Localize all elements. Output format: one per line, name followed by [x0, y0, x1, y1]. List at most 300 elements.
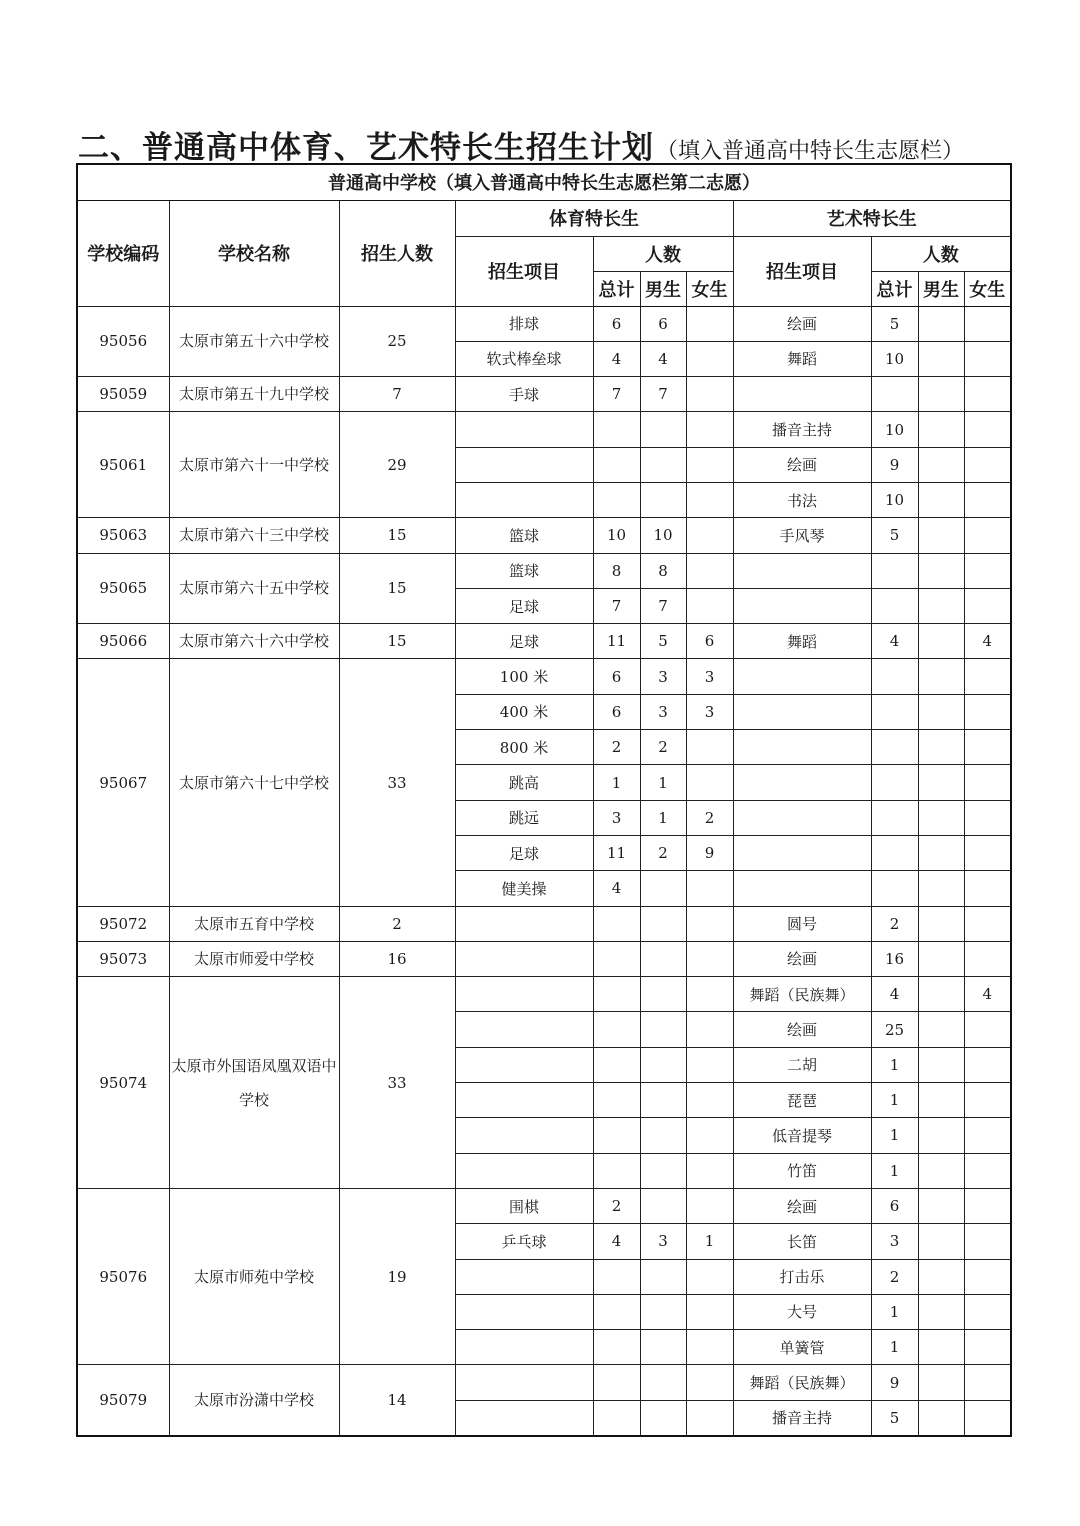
sports-male-cell	[640, 1047, 686, 1082]
table-row	[77, 1188, 1011, 1223]
sports-male-cell: 8	[640, 553, 686, 588]
sports-total-cell	[593, 1259, 640, 1294]
arts-item-cell: 书法	[733, 482, 871, 517]
sports-item-cell: 足球	[455, 835, 593, 870]
arts-total-cell: 1	[871, 1294, 918, 1329]
sports-male-cell: 2	[640, 730, 686, 765]
arts-female-cell	[964, 765, 1011, 800]
school-code-cell: 95066	[77, 624, 169, 659]
sports-total-cell	[593, 447, 640, 482]
sports-item-cell	[455, 482, 593, 517]
sports-total-cell	[593, 1400, 640, 1435]
sports-male-cell	[640, 906, 686, 941]
arts-total-cell	[871, 835, 918, 870]
arts-female-cell	[964, 1083, 1011, 1118]
arts-item-cell: 单簧管	[733, 1330, 871, 1365]
sports-female-cell	[686, 1047, 733, 1082]
enroll-count-cell: 15	[339, 624, 455, 659]
sports-total-cell: 7	[593, 377, 640, 412]
sports-total-cell	[593, 1330, 640, 1365]
sports-total-cell: 11	[593, 624, 640, 659]
sports-item-cell	[455, 1083, 593, 1118]
sports-female-cell	[686, 1365, 733, 1400]
arts-female-cell	[964, 518, 1011, 553]
arts-male-cell	[918, 835, 964, 870]
sports-male-cell	[640, 871, 686, 906]
sports-male-cell: 7	[640, 588, 686, 623]
arts-female-cell	[964, 447, 1011, 482]
sports-item-cell	[455, 1118, 593, 1153]
arts-male-cell	[918, 1118, 964, 1153]
arts-item-cell: 播音主持	[733, 412, 871, 447]
sports-female-cell: 6	[686, 624, 733, 659]
enroll-count-cell: 7	[339, 377, 455, 412]
sports-total-cell: 6	[593, 306, 640, 341]
table-row	[77, 306, 1011, 341]
enroll-count-cell: 15	[339, 518, 455, 553]
sports-female-cell: 3	[686, 659, 733, 694]
arts-total-cell: 5	[871, 518, 918, 553]
arts-female-cell	[964, 1294, 1011, 1329]
sports-total-cell: 4	[593, 871, 640, 906]
arts-male-cell	[918, 1400, 964, 1435]
sports-male-cell: 6	[640, 306, 686, 341]
enroll-count-cell: 14	[339, 1365, 455, 1436]
arts-total-cell: 4	[871, 977, 918, 1012]
sports-item-cell: 足球	[455, 624, 593, 659]
arts-female-cell	[964, 1012, 1011, 1047]
arts-male-cell	[918, 447, 964, 482]
sports-male-cell	[640, 1118, 686, 1153]
sports-total-cell: 4	[593, 341, 640, 376]
sports-female-cell	[686, 1400, 733, 1435]
sports-male-cell: 1	[640, 800, 686, 835]
header-arts-item: 招生项目	[733, 236, 871, 306]
enroll-count-cell: 15	[339, 553, 455, 624]
arts-item-cell	[733, 835, 871, 870]
arts-total-cell: 3	[871, 1224, 918, 1259]
sports-male-cell: 2	[640, 835, 686, 870]
sports-female-cell	[686, 553, 733, 588]
arts-total-cell: 5	[871, 1400, 918, 1435]
table-row	[77, 553, 1011, 588]
arts-female-cell	[964, 1365, 1011, 1400]
sports-female-cell	[686, 377, 733, 412]
header-arts: 艺术特长生	[733, 200, 1011, 236]
arts-male-cell	[918, 1365, 964, 1400]
arts-male-cell	[918, 624, 964, 659]
arts-female-cell	[964, 871, 1011, 906]
sports-item-cell	[455, 941, 593, 976]
sports-male-cell	[640, 1294, 686, 1329]
table-row	[77, 377, 1011, 412]
sports-female-cell	[686, 1259, 733, 1294]
arts-item-cell: 竹笛	[733, 1153, 871, 1188]
sports-item-cell: 手球	[455, 377, 593, 412]
sports-total-cell: 3	[593, 800, 640, 835]
arts-female-cell	[964, 659, 1011, 694]
header-sports-total: 总计	[593, 271, 640, 306]
school-code-cell: 95059	[77, 377, 169, 412]
sports-female-cell	[686, 412, 733, 447]
arts-item-cell: 绘画	[733, 306, 871, 341]
sports-female-cell	[686, 906, 733, 941]
arts-female-cell	[964, 694, 1011, 729]
arts-female-cell	[964, 1047, 1011, 1082]
arts-male-cell	[918, 1224, 964, 1259]
arts-female-cell: 4	[964, 624, 1011, 659]
arts-male-cell	[918, 1188, 964, 1223]
enroll-count-cell: 19	[339, 1188, 455, 1364]
sports-item-cell: 400 米	[455, 694, 593, 729]
sports-item-cell	[455, 1294, 593, 1329]
sports-item-cell: 健美操	[455, 871, 593, 906]
arts-item-cell	[733, 694, 871, 729]
sports-male-cell	[640, 412, 686, 447]
sports-total-cell	[593, 906, 640, 941]
arts-item-cell: 二胡	[733, 1047, 871, 1082]
arts-male-cell	[918, 906, 964, 941]
arts-female-cell	[964, 1259, 1011, 1294]
header-arts-female: 女生	[964, 271, 1011, 306]
arts-total-cell: 9	[871, 447, 918, 482]
school-name-cell: 太原市第五十九中学校	[169, 377, 339, 412]
sports-female-cell	[686, 1083, 733, 1118]
sports-item-cell	[455, 1365, 593, 1400]
sports-item-cell: 100 米	[455, 659, 593, 694]
arts-total-cell	[871, 377, 918, 412]
sports-male-cell: 3	[640, 694, 686, 729]
arts-female-cell	[964, 482, 1011, 517]
arts-male-cell	[918, 341, 964, 376]
arts-male-cell	[918, 941, 964, 976]
arts-item-cell	[733, 730, 871, 765]
sports-male-cell	[640, 1083, 686, 1118]
heading-title: 二、普通高中体育、艺术特长生招生计划	[78, 130, 654, 166]
arts-total-cell	[871, 659, 918, 694]
sports-total-cell	[593, 1118, 640, 1153]
arts-total-cell: 1	[871, 1118, 918, 1153]
school-code-cell: 95063	[77, 518, 169, 553]
school-code-cell: 95067	[77, 659, 169, 906]
arts-item-cell	[733, 553, 871, 588]
sports-total-cell: 6	[593, 694, 640, 729]
arts-male-cell	[918, 800, 964, 835]
school-code-cell: 95079	[77, 1365, 169, 1436]
school-name-cell: 太原市汾潇中学校	[169, 1365, 339, 1436]
arts-total-cell	[871, 694, 918, 729]
arts-male-cell	[918, 1153, 964, 1188]
header-sports-item: 招生项目	[455, 236, 593, 306]
arts-male-cell	[918, 412, 964, 447]
arts-male-cell	[918, 1012, 964, 1047]
arts-female-cell	[964, 553, 1011, 588]
sports-male-cell	[640, 1259, 686, 1294]
arts-item-cell: 长笛	[733, 1224, 871, 1259]
sports-female-cell	[686, 977, 733, 1012]
sports-item-cell: 篮球	[455, 553, 593, 588]
header-sports-male: 男生	[640, 271, 686, 306]
table-caption: 普通高中学校（填入普通高中特长生志愿栏第二志愿）	[77, 164, 1011, 200]
arts-item-cell: 播音主持	[733, 1400, 871, 1435]
arts-item-cell: 圆号	[733, 906, 871, 941]
sports-total-cell: 6	[593, 659, 640, 694]
sports-male-cell	[640, 1330, 686, 1365]
table-row	[77, 906, 1011, 941]
sports-female-cell	[686, 588, 733, 623]
arts-total-cell: 6	[871, 1188, 918, 1223]
arts-male-cell	[918, 553, 964, 588]
arts-item-cell: 琵琶	[733, 1083, 871, 1118]
table-row	[77, 941, 1011, 976]
arts-total-cell	[871, 765, 918, 800]
arts-female-cell	[964, 1153, 1011, 1188]
arts-total-cell: 2	[871, 906, 918, 941]
arts-female-cell	[964, 588, 1011, 623]
table-header	[77, 164, 1011, 306]
arts-female-cell	[964, 906, 1011, 941]
sports-item-cell	[455, 1047, 593, 1082]
arts-total-cell	[871, 588, 918, 623]
sports-female-cell	[686, 518, 733, 553]
sports-male-cell	[640, 447, 686, 482]
school-name-cell: 太原市第六十七中学校	[169, 659, 339, 906]
sports-male-cell	[640, 1365, 686, 1400]
sports-total-cell	[593, 1083, 640, 1118]
arts-item-cell: 绘画	[733, 447, 871, 482]
sports-item-cell: 篮球	[455, 518, 593, 553]
arts-female-cell	[964, 800, 1011, 835]
sports-male-cell: 4	[640, 341, 686, 376]
sports-male-cell	[640, 977, 686, 1012]
arts-total-cell: 10	[871, 482, 918, 517]
sports-item-cell: 足球	[455, 588, 593, 623]
school-code-cell: 95072	[77, 906, 169, 941]
school-code-cell: 95074	[77, 977, 169, 1189]
arts-female-cell	[964, 1330, 1011, 1365]
sports-total-cell: 2	[593, 1188, 640, 1223]
arts-total-cell: 1	[871, 1047, 918, 1082]
sports-total-cell: 10	[593, 518, 640, 553]
sports-total-cell: 11	[593, 835, 640, 870]
arts-male-cell	[918, 659, 964, 694]
sports-total-cell	[593, 1012, 640, 1047]
arts-item-cell: 打击乐	[733, 1259, 871, 1294]
sports-item-cell	[455, 412, 593, 447]
sports-female-cell	[686, 306, 733, 341]
arts-total-cell: 10	[871, 341, 918, 376]
arts-male-cell	[918, 871, 964, 906]
sports-item-cell: 软式棒垒球	[455, 341, 593, 376]
arts-total-cell: 4	[871, 624, 918, 659]
arts-item-cell: 绘画	[733, 1188, 871, 1223]
arts-item-cell	[733, 800, 871, 835]
arts-total-cell: 16	[871, 941, 918, 976]
arts-male-cell	[918, 588, 964, 623]
school-code-cell: 95076	[77, 1188, 169, 1364]
arts-item-cell	[733, 659, 871, 694]
arts-item-cell: 绘画	[733, 941, 871, 976]
arts-total-cell: 25	[871, 1012, 918, 1047]
sports-total-cell: 4	[593, 1224, 640, 1259]
sports-total-cell: 7	[593, 588, 640, 623]
sports-female-cell	[686, 1118, 733, 1153]
sports-item-cell: 800 米	[455, 730, 593, 765]
arts-male-cell	[918, 1083, 964, 1118]
arts-female-cell	[964, 341, 1011, 376]
table-row	[77, 1365, 1011, 1400]
sports-male-cell	[640, 482, 686, 517]
arts-male-cell	[918, 377, 964, 412]
enroll-count-cell: 16	[339, 941, 455, 976]
sports-item-cell	[455, 1259, 593, 1294]
arts-item-cell	[733, 765, 871, 800]
sports-male-cell: 5	[640, 624, 686, 659]
arts-item-cell: 舞蹈（民族舞）	[733, 1365, 871, 1400]
sports-female-cell	[686, 1188, 733, 1223]
table-row	[77, 977, 1011, 1012]
arts-total-cell: 1	[871, 1153, 918, 1188]
arts-total-cell: 2	[871, 1259, 918, 1294]
sports-male-cell	[640, 1188, 686, 1223]
page-heading	[78, 122, 964, 167]
school-name-cell: 太原市五育中学校	[169, 906, 339, 941]
sports-total-cell: 2	[593, 730, 640, 765]
sports-male-cell: 10	[640, 518, 686, 553]
sports-female-cell	[686, 482, 733, 517]
enroll-count-cell: 29	[339, 412, 455, 518]
sports-item-cell	[455, 1330, 593, 1365]
school-name-cell: 太原市师苑中学校	[169, 1188, 339, 1364]
arts-female-cell	[964, 412, 1011, 447]
arts-item-cell: 低音提琴	[733, 1118, 871, 1153]
arts-male-cell	[918, 1330, 964, 1365]
arts-item-cell: 舞蹈	[733, 624, 871, 659]
sports-female-cell: 1	[686, 1224, 733, 1259]
sports-item-cell	[455, 1012, 593, 1047]
sports-item-cell: 跳高	[455, 765, 593, 800]
arts-total-cell	[871, 871, 918, 906]
school-name-cell: 太原市第六十五中学校	[169, 553, 339, 624]
sports-total-cell	[593, 1365, 640, 1400]
table-body	[77, 306, 1011, 1436]
sports-total-cell	[593, 977, 640, 1012]
sports-total-cell	[593, 482, 640, 517]
enrollment-plan-table	[76, 163, 1012, 1437]
enroll-count-cell: 25	[339, 306, 455, 377]
arts-total-cell	[871, 800, 918, 835]
sports-total-cell	[593, 1047, 640, 1082]
header-arts-total: 总计	[871, 271, 918, 306]
arts-item-cell	[733, 588, 871, 623]
school-code-cell: 95065	[77, 553, 169, 624]
table-row	[77, 624, 1011, 659]
arts-male-cell	[918, 482, 964, 517]
sports-female-cell: 2	[686, 800, 733, 835]
sports-female-cell	[686, 765, 733, 800]
sports-male-cell: 3	[640, 1224, 686, 1259]
arts-female-cell	[964, 730, 1011, 765]
school-name-cell: 太原市第六十三中学校	[169, 518, 339, 553]
sports-item-cell: 乒乓球	[455, 1224, 593, 1259]
sports-total-cell: 8	[593, 553, 640, 588]
school-code-cell: 95056	[77, 306, 169, 377]
arts-total-cell	[871, 553, 918, 588]
sports-item-cell	[455, 1400, 593, 1435]
sports-item-cell: 排球	[455, 306, 593, 341]
header-school-name: 学校名称	[169, 200, 339, 306]
sports-female-cell: 3	[686, 694, 733, 729]
sports-female-cell	[686, 1012, 733, 1047]
sports-total-cell: 1	[593, 765, 640, 800]
arts-female-cell	[964, 1400, 1011, 1435]
sports-total-cell	[593, 1153, 640, 1188]
sports-female-cell	[686, 447, 733, 482]
arts-item-cell: 手风琴	[733, 518, 871, 553]
arts-male-cell	[918, 694, 964, 729]
sports-female-cell	[686, 341, 733, 376]
arts-female-cell: 4	[964, 977, 1011, 1012]
arts-item-cell: 大号	[733, 1294, 871, 1329]
arts-male-cell	[918, 518, 964, 553]
sports-item-cell: 跳远	[455, 800, 593, 835]
sports-total-cell	[593, 412, 640, 447]
sports-item-cell	[455, 977, 593, 1012]
sports-male-cell	[640, 1153, 686, 1188]
school-code-cell: 95061	[77, 412, 169, 518]
arts-total-cell: 10	[871, 412, 918, 447]
arts-male-cell	[918, 977, 964, 1012]
header-arts-male: 男生	[918, 271, 964, 306]
arts-male-cell	[918, 730, 964, 765]
arts-item-cell: 舞蹈（民族舞）	[733, 977, 871, 1012]
arts-female-cell	[964, 377, 1011, 412]
sports-female-cell	[686, 1330, 733, 1365]
sports-total-cell	[593, 1294, 640, 1329]
arts-male-cell	[918, 306, 964, 341]
sports-female-cell	[686, 730, 733, 765]
header-arts-count: 人数	[871, 236, 1011, 271]
arts-female-cell	[964, 1118, 1011, 1153]
arts-total-cell: 1	[871, 1330, 918, 1365]
header-school-code: 学校编码	[77, 200, 169, 306]
enroll-count-cell: 33	[339, 659, 455, 906]
arts-item-cell: 舞蹈	[733, 341, 871, 376]
sports-item-cell: 围棋	[455, 1188, 593, 1223]
header-sports: 体育特长生	[455, 200, 733, 236]
header-sports-female: 女生	[686, 271, 733, 306]
sports-male-cell: 7	[640, 377, 686, 412]
sports-female-cell: 9	[686, 835, 733, 870]
arts-item-cell: 绘画	[733, 1012, 871, 1047]
sports-item-cell	[455, 447, 593, 482]
arts-male-cell	[918, 1259, 964, 1294]
arts-female-cell	[964, 1224, 1011, 1259]
sports-item-cell	[455, 1153, 593, 1188]
arts-total-cell: 1	[871, 1083, 918, 1118]
sports-male-cell: 1	[640, 765, 686, 800]
school-name-cell: 太原市第六十六中学校	[169, 624, 339, 659]
arts-male-cell	[918, 765, 964, 800]
heading-note: （填入普通高中特长生志愿栏）	[656, 139, 965, 164]
arts-item-cell	[733, 377, 871, 412]
arts-item-cell	[733, 871, 871, 906]
sports-male-cell	[640, 1400, 686, 1435]
arts-male-cell	[918, 1294, 964, 1329]
arts-total-cell	[871, 730, 918, 765]
school-name-cell: 太原市第六十一中学校	[169, 412, 339, 518]
school-name-cell: 太原市外国语凤凰双语中学校	[169, 977, 339, 1189]
